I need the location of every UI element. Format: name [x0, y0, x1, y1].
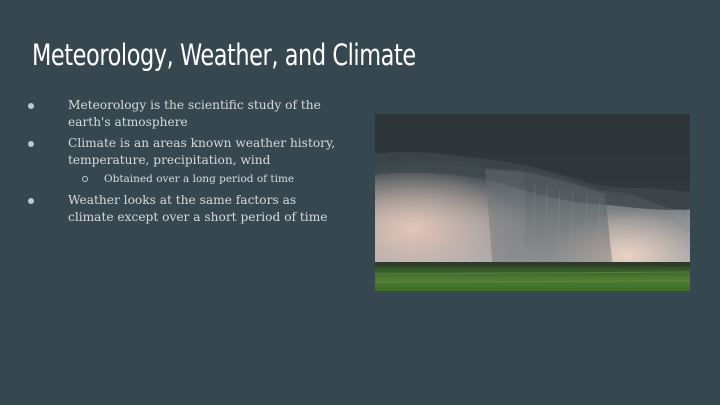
bullet-text: Climate is an areas known weather history, temperature, precipitation, wind [68, 136, 336, 167]
sub-bullet-item [28, 172, 338, 186]
bullet-dot-icon [28, 141, 34, 147]
bullet-item [28, 97, 338, 131]
bullet-text: Weather looks at the same factors as climate except over a short period of time [68, 193, 328, 224]
bullet-dot-icon [28, 198, 34, 204]
bullet-dot-icon [28, 103, 34, 109]
slide-title: Meteorology, Weather, and Climate [32, 38, 416, 72]
storm-image [375, 114, 690, 291]
bullet-item [28, 135, 338, 169]
bullet-item [28, 192, 338, 226]
sub-bullet-text: Obtained over a long period of time [104, 173, 295, 185]
storm-photo [375, 114, 690, 291]
bullet-circle-icon [82, 176, 88, 182]
bullet-list [28, 97, 338, 230]
bullet-text: Meteorology is the scientific study of the earth's atmosphere [68, 98, 321, 129]
